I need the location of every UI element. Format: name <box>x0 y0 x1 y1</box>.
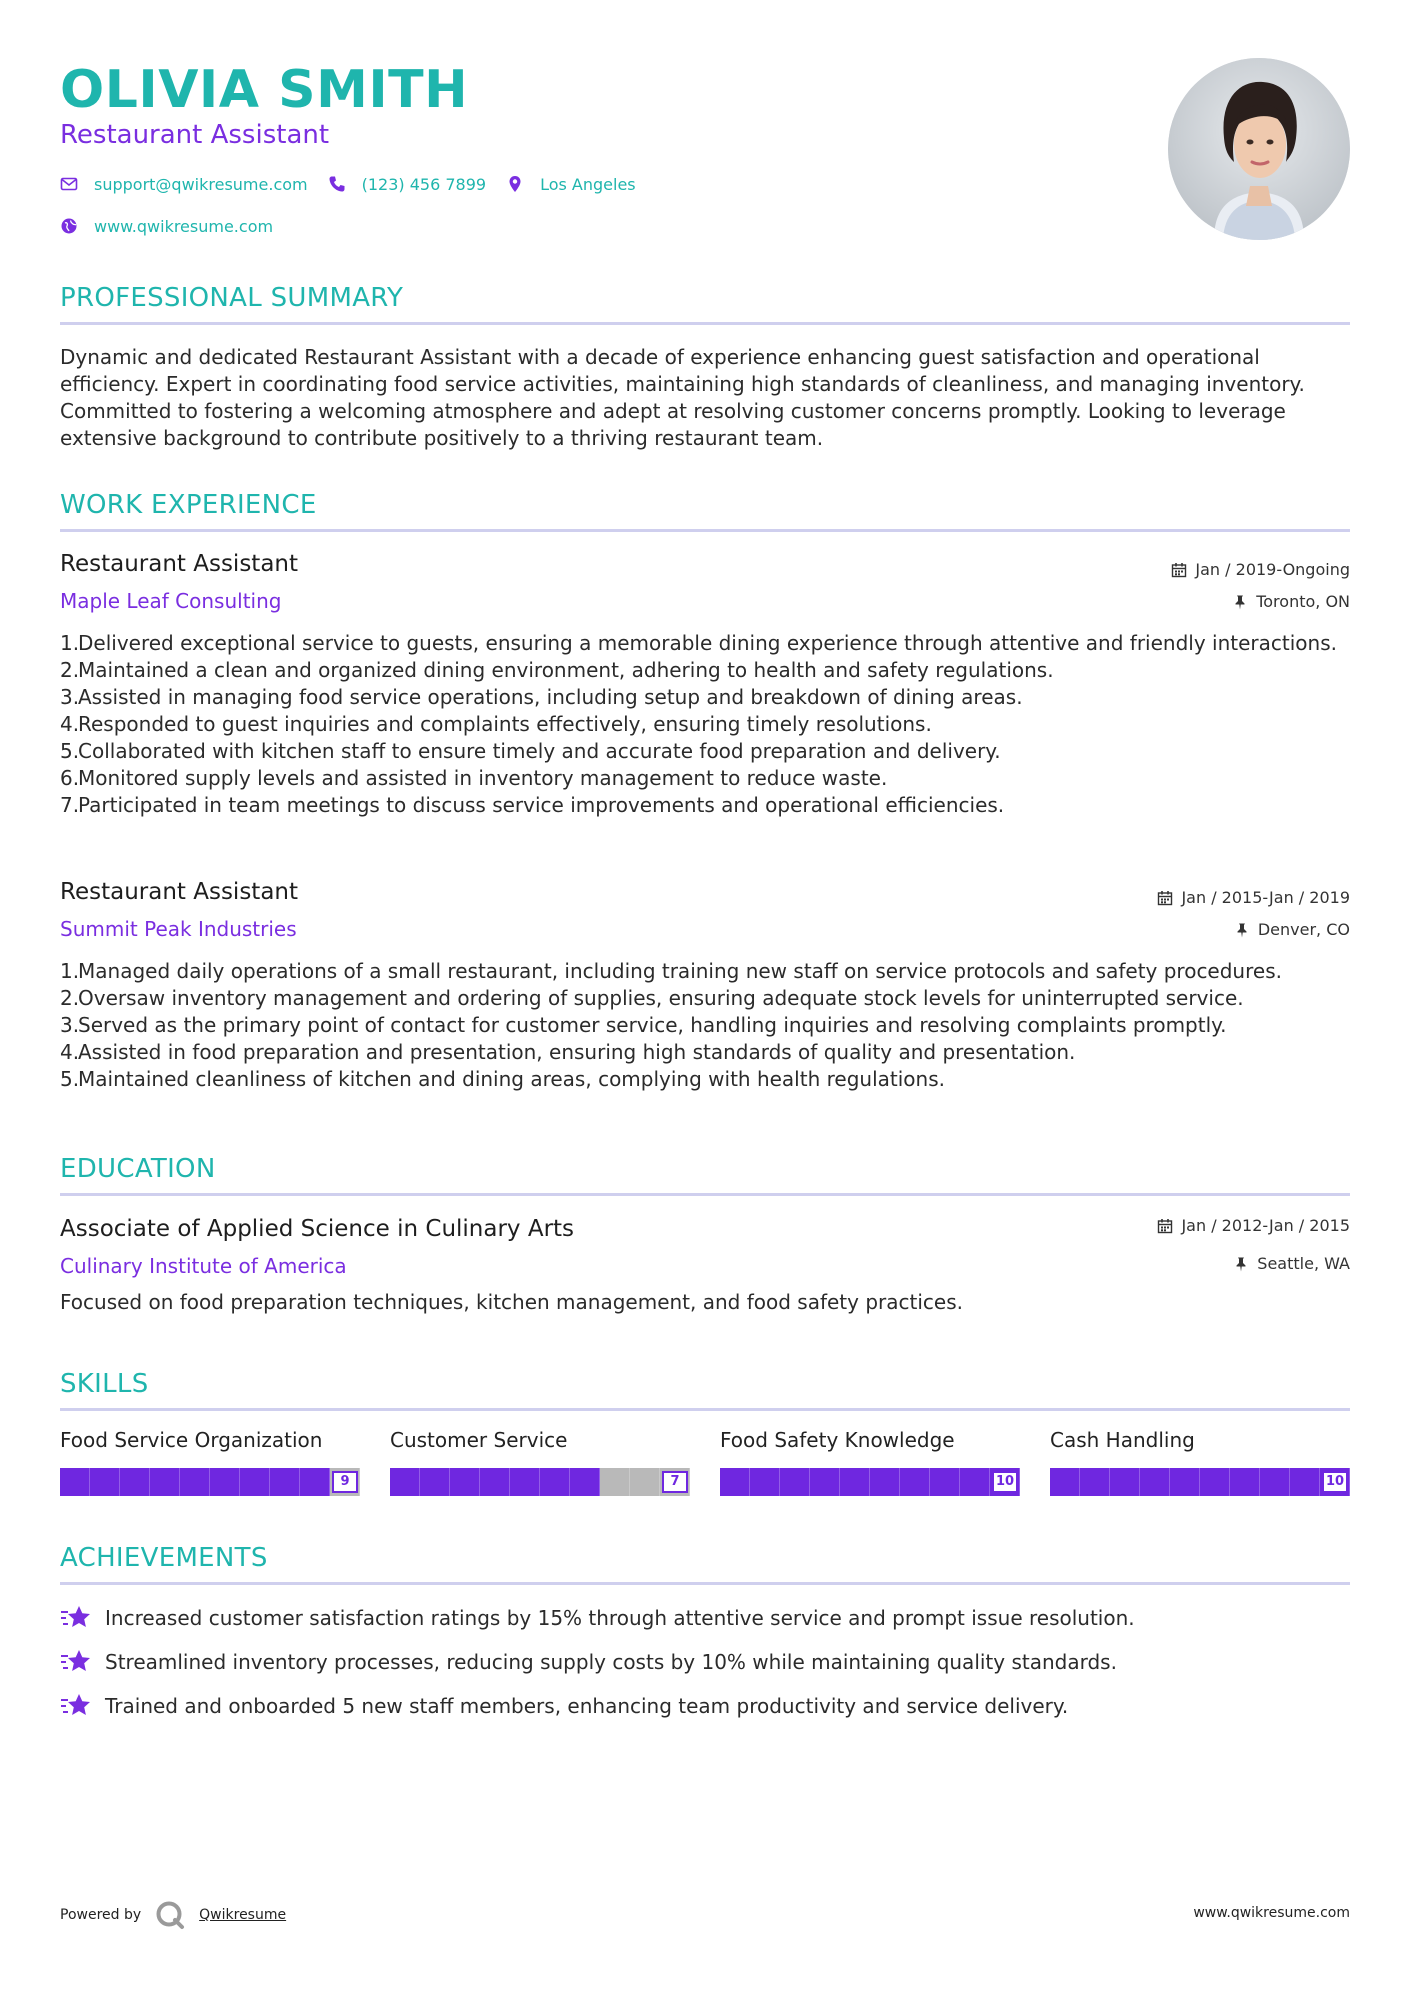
location-text: Los Angeles <box>540 174 636 194</box>
globe-icon <box>60 217 78 235</box>
phone-icon <box>328 175 346 193</box>
profile-photo-image <box>1168 58 1350 240</box>
duty-number: 4. <box>60 712 80 736</box>
duty-text: Delivered exceptional service to guests, ensuring a memorable dining experience through attentive and friendly interactions. <box>78 631 1337 655</box>
section-title-education: EDUCATION <box>60 1154 216 1184</box>
achievement-item <box>60 1692 1068 1720</box>
candidate-role: Restaurant Assistant <box>60 120 330 150</box>
skill-bar <box>1050 1468 1350 1496</box>
job-title: Restaurant Assistant <box>60 879 299 905</box>
location-item <box>506 175 636 194</box>
calendar-icon <box>1157 1218 1173 1234</box>
skill-bar <box>60 1468 360 1496</box>
skill-segment-filled <box>60 1468 90 1496</box>
duty-number: 5. <box>60 739 80 763</box>
skill-segment-filled <box>1050 1468 1080 1496</box>
website-item[interactable] <box>60 217 273 236</box>
duty-text: Maintained a clean and organized dining environment, adhering to health and safety regulations. <box>78 658 1054 682</box>
skill-segment-filled <box>960 1468 990 1496</box>
duty-item <box>60 1066 1350 1093</box>
section-divider <box>60 1408 1350 1411</box>
footer-website[interactable]: www.qwikresume.com <box>1193 1905 1350 1921</box>
duty-text: Collaborated with kitchen staff to ensure timely and accurate food preparation and delivery. <box>78 739 1001 763</box>
phone-text: (123) 456 7899 <box>361 174 487 194</box>
section-title-experience: WORK EXPERIENCE <box>60 490 317 520</box>
skill-segment-filled <box>840 1468 870 1496</box>
duty-item <box>60 657 1350 684</box>
duty-text: Assisted in food preparation and presentation, ensuring high standards of quality and presentation. <box>78 1040 1076 1064</box>
website-row <box>60 214 293 238</box>
skill-segment-filled <box>180 1468 210 1496</box>
section-title-achievements: ACHIEVEMENTS <box>60 1543 268 1573</box>
duty-number: 2. <box>60 658 80 682</box>
duty-item <box>60 738 1350 765</box>
education-location <box>1233 1253 1350 1275</box>
job-title: Restaurant Assistant <box>60 551 299 577</box>
skill-segment-filled <box>1110 1468 1140 1496</box>
candidate-name: OLIVIA SMITH <box>60 60 469 120</box>
summary-text: Dynamic and dedicated Restaurant Assistant with a decade of experience enhancing guest satisfaction and operational efficiency. Expert in coordinating food service activities, maintaining high standards of cleanliness, and managing inventory. Committed to fostering a welcoming atmosphere and adept at resolving customer concerns promptly. Looking to leverage extensive background to contribute positively to a thriving restaurant team. <box>60 345 1305 450</box>
section-divider <box>60 529 1350 532</box>
footer-powered-by <box>60 1900 286 1930</box>
skill-segment-filled <box>540 1468 570 1496</box>
section-title-summary: PROFESSIONAL SUMMARY <box>60 283 404 313</box>
skill-segment-filled <box>120 1468 150 1496</box>
duty-item <box>60 958 1350 985</box>
duty-item <box>60 792 1350 819</box>
skill-segment-filled <box>300 1468 330 1496</box>
skill-segment-filled <box>1260 1468 1290 1496</box>
skill-name: Food Service Organization <box>60 1428 323 1452</box>
shooting-star-icon <box>60 1692 92 1720</box>
skill-item <box>720 1426 1020 1496</box>
job-company: Maple Leaf Consulting <box>60 589 282 613</box>
skill-name: Cash Handling <box>1050 1428 1195 1452</box>
skill-segment-filled <box>90 1468 120 1496</box>
duty-item <box>60 1039 1350 1066</box>
skill-segment-filled <box>450 1468 480 1496</box>
duty-item <box>60 985 1350 1012</box>
duty-item <box>60 1012 1350 1039</box>
skill-segment-filled <box>1290 1468 1320 1496</box>
duty-number: 4. <box>60 1040 80 1064</box>
skill-segment-filled <box>930 1468 960 1496</box>
skill-segment-filled <box>390 1468 420 1496</box>
skill-name: Food Safety Knowledge <box>720 1428 955 1452</box>
job-date-text: Jan / 2019-Ongoing <box>1195 560 1350 579</box>
education-date <box>1157 1215 1350 1237</box>
skill-score: 10 <box>1322 1471 1348 1493</box>
education-degree: Associate of Applied Science in Culinary Arts <box>60 1216 575 1242</box>
education-description: Focused on food preparation techniques, kitchen management, and food safety practices. <box>60 1290 963 1314</box>
skill-name: Customer Service <box>390 1428 568 1452</box>
skill-bar <box>720 1468 1020 1496</box>
duty-number: 3. <box>60 685 80 709</box>
skill-score: 10 <box>992 1471 1018 1493</box>
achievement-item <box>60 1648 1117 1676</box>
job-duties-list <box>60 630 1350 819</box>
duty-item <box>60 630 1350 657</box>
skill-segment-filled <box>210 1468 240 1496</box>
section-title-skills: SKILLS <box>60 1369 149 1399</box>
skill-segment-filled <box>270 1468 300 1496</box>
duty-text: Oversaw inventory management and ordering of supplies, ensuring adequate stock levels for uninterrupted service. <box>78 986 1244 1010</box>
duty-text: Assisted in managing food service operations, including setup and breakdown of dining areas. <box>78 685 1023 709</box>
duty-number: 7. <box>60 793 80 817</box>
achievement-text: Increased customer satisfaction ratings by 15% through attentive service and prompt issue resolution. <box>105 1606 1135 1630</box>
skill-segment-filled <box>240 1468 270 1496</box>
phone-item[interactable] <box>328 175 486 194</box>
duty-item <box>60 711 1350 738</box>
achievement-item <box>60 1604 1135 1632</box>
skill-segment-filled <box>780 1468 810 1496</box>
job-duties-list <box>60 958 1350 1093</box>
duty-number: 1. <box>60 959 80 983</box>
skill-segment-filled <box>420 1468 450 1496</box>
duty-number: 5. <box>60 1067 80 1091</box>
pushpin-icon <box>1233 1256 1249 1272</box>
skill-segment-filled <box>1080 1468 1110 1496</box>
achievement-text: Streamlined inventory processes, reducing supply costs by 10% while maintaining quality standards. <box>105 1650 1117 1674</box>
envelope-icon <box>60 175 78 193</box>
job-location-text: Toronto, ON <box>1256 592 1350 611</box>
job-location <box>1234 919 1350 941</box>
duty-number: 1. <box>60 631 80 655</box>
skill-item <box>390 1426 690 1496</box>
profile-photo <box>1168 58 1350 240</box>
job-location-text: Denver, CO <box>1257 920 1350 939</box>
skill-segment-filled <box>1140 1468 1170 1496</box>
duty-number: 3. <box>60 1013 80 1037</box>
map-pin-icon <box>506 175 524 193</box>
job-date <box>1157 887 1350 909</box>
section-divider <box>60 322 1350 325</box>
duty-text: Monitored supply levels and assisted in inventory management to reduce waste. <box>78 766 888 790</box>
education-school: Culinary Institute of America <box>60 1254 347 1278</box>
section-divider <box>60 1193 1350 1196</box>
skill-segment-filled <box>870 1468 900 1496</box>
shooting-star-icon <box>60 1648 92 1676</box>
skill-score: 7 <box>662 1471 688 1493</box>
skill-segment-filled <box>750 1468 780 1496</box>
skill-segment-filled <box>810 1468 840 1496</box>
email-item[interactable] <box>60 175 308 194</box>
duty-text: Maintained cleanliness of kitchen and dining areas, complying with health regulations. <box>78 1067 945 1091</box>
powered-by-text: Powered by <box>60 1907 142 1923</box>
email-text: support@qwikresume.com <box>94 174 308 194</box>
skill-score: 9 <box>332 1471 358 1493</box>
skill-item <box>1050 1426 1350 1496</box>
job-date-text: Jan / 2015-Jan / 2019 <box>1181 888 1350 907</box>
skill-segment-filled <box>570 1468 600 1496</box>
skill-segment-filled <box>510 1468 540 1496</box>
education-location-text: Seattle, WA <box>1257 1254 1350 1273</box>
contact-row <box>60 172 656 196</box>
job-location <box>1232 591 1350 613</box>
calendar-icon <box>1171 562 1187 578</box>
duty-item <box>60 684 1350 711</box>
section-divider <box>60 1582 1350 1585</box>
skill-segment-filled <box>1170 1468 1200 1496</box>
shooting-star-icon <box>60 1604 92 1632</box>
duty-text: Participated in team meetings to discuss service improvements and operational efficiencies. <box>78 793 1005 817</box>
skill-segment-filled <box>480 1468 510 1496</box>
skill-segment-empty <box>600 1468 630 1496</box>
job-date <box>1171 559 1350 581</box>
pushpin-icon <box>1232 594 1248 610</box>
website-text: www.qwikresume.com <box>94 216 274 236</box>
duty-text: Served as the primary point of contact for customer service, handling inquiries and resolving complaints promptly. <box>78 1013 1227 1037</box>
duty-text: Responded to guest inquiries and complaints effectively, ensuring timely resolutions. <box>78 712 932 736</box>
skill-segment-filled <box>720 1468 750 1496</box>
qwikresume-link[interactable]: Qwikresume <box>199 1907 287 1923</box>
skill-segment-filled <box>1200 1468 1230 1496</box>
calendar-icon <box>1157 890 1173 906</box>
duty-number: 2. <box>60 986 80 1010</box>
skill-segment-filled <box>1230 1468 1260 1496</box>
duty-number: 6. <box>60 766 80 790</box>
skill-item <box>60 1426 360 1496</box>
pushpin-icon <box>1234 922 1250 938</box>
achievement-text: Trained and onboarded 5 new staff members, enhancing team productivity and service delivery. <box>105 1694 1069 1718</box>
skill-segment-filled <box>900 1468 930 1496</box>
skill-segment-filled <box>150 1468 180 1496</box>
job-company: Summit Peak Industries <box>60 917 297 941</box>
duty-text: Managed daily operations of a small restaurant, including training new staff on service protocols and safety procedures. <box>78 959 1282 983</box>
education-date-text: Jan / 2012-Jan / 2015 <box>1181 1216 1350 1235</box>
duty-item <box>60 765 1350 792</box>
qwikresume-logo-icon <box>155 1900 185 1930</box>
skill-bar <box>390 1468 690 1496</box>
skill-segment-empty <box>630 1468 660 1496</box>
